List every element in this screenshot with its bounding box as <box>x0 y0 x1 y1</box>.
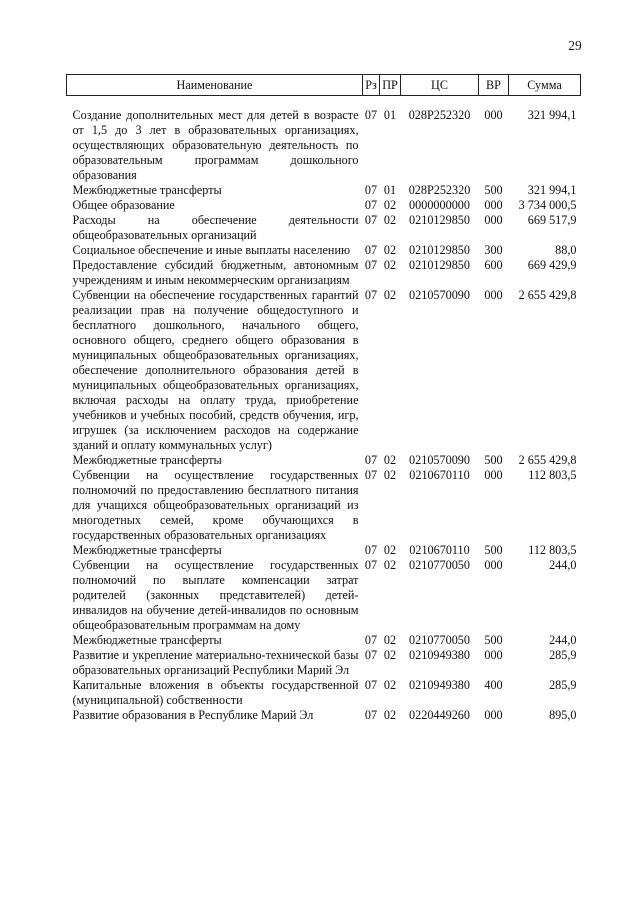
cell-cs: 0210770050 <box>409 633 470 647</box>
cell-sum: 2 655 429,8 <box>518 453 577 467</box>
cell-cs: 0210949380 <box>409 678 470 692</box>
table-row <box>67 213 581 243</box>
header-sum: Сумма <box>509 75 581 96</box>
cell-vr: 000 <box>484 108 503 122</box>
cell-name: Капитальные вложения в объекты государственной (муниципальной) собственности <box>72 678 359 707</box>
cell-name: Общее образование <box>72 198 175 212</box>
cell-rz: 07 <box>364 648 378 662</box>
cell-sum: 895,0 <box>549 708 577 722</box>
cell-pr: 02 <box>383 678 397 692</box>
cell-pr: 02 <box>383 213 397 227</box>
cell-pr: 02 <box>383 198 397 212</box>
cell-vr: 000 <box>484 708 503 722</box>
cell-cs: 0210570090 <box>409 453 470 467</box>
cell-name: Межбюджетные трансферты <box>72 183 222 197</box>
cell-cs: 0210129850 <box>409 243 470 257</box>
cell-cs: 0210770050 <box>409 558 470 572</box>
cell-sum: 112 803,5 <box>528 468 577 482</box>
cell-cs: 0210670110 <box>409 468 470 482</box>
cell-pr: 01 <box>383 108 397 122</box>
cell-rz: 07 <box>364 543 378 557</box>
cell-sum: 112 803,5 <box>528 543 577 557</box>
cell-pr: 02 <box>383 288 397 302</box>
cell-vr: 500 <box>484 453 503 467</box>
cell-cs: 028P252320 <box>408 183 471 197</box>
header-rz: Рз <box>363 75 380 96</box>
cell-pr: 02 <box>383 453 397 467</box>
cell-vr: 000 <box>484 468 503 482</box>
table-row <box>67 648 581 678</box>
cell-cs: 0210129850 <box>409 213 470 227</box>
cell-vr: 600 <box>484 258 503 272</box>
header-pr: ПР <box>380 75 401 96</box>
table-body <box>67 96 581 724</box>
cell-vr: 500 <box>484 633 503 647</box>
cell-rz: 07 <box>364 633 378 647</box>
cell-rz: 07 <box>364 558 378 572</box>
cell-cs: 0000000000 <box>409 198 470 212</box>
header-name: Наименование <box>67 75 363 96</box>
cell-cs: 0220449260 <box>409 708 470 722</box>
cell-sum: 669 517,9 <box>527 213 577 227</box>
table-row <box>67 633 581 648</box>
cell-cs: 0210670110 <box>409 543 470 557</box>
cell-name: Социальное обеспечение и иные выплаты населению <box>72 243 351 257</box>
cell-pr: 02 <box>383 633 397 647</box>
table-row <box>67 543 581 558</box>
cell-name: Субвенции на осуществление государственных полномочий по предоставлению бесплатного питания для учащихся общеобразовательных организаций из многодетных семей, кроме обучающихся в государственных образовательных организациях <box>72 468 359 542</box>
cell-rz: 07 <box>364 198 378 212</box>
cell-cs: 0210949380 <box>409 648 470 662</box>
cell-name: Расходы на обеспечение деятельности общеобразовательных организаций <box>72 213 359 242</box>
cell-sum: 2 655 429,8 <box>518 288 577 302</box>
cell-vr: 500 <box>484 543 503 557</box>
cell-name: Межбюджетные трансферты <box>72 543 222 557</box>
cell-sum: 285,9 <box>549 678 577 692</box>
cell-rz: 07 <box>364 108 378 122</box>
cell-pr: 02 <box>383 648 397 662</box>
cell-name: Развитие образования в Республике Марий Эл <box>72 708 314 722</box>
cell-rz: 07 <box>364 258 378 272</box>
cell-sum: 321 994,1 <box>527 183 577 197</box>
cell-name: Межбюджетные трансферты <box>72 633 222 647</box>
cell-sum: 88,0 <box>555 243 577 257</box>
cell-pr: 02 <box>383 258 397 272</box>
cell-vr: 000 <box>484 198 503 212</box>
cell-name: Субвенции на осуществление государственных полномочий по выплате компенсации затрат родителей (законных представителей) детей-инвалидов на обучение детей-инвалидов по основным общеобразовательным программам на дому <box>72 558 359 632</box>
cell-name: Субвенции на обеспечение государственных гарантий реализации прав на получение общедоступного и бесплатного дошкольного, начального общего, основного общего, среднего общего образования в муниципальных общеобразовательных организациях, обеспечение дополнительного образования детей в муниципальных общеобразовательных организациях, включая расходы на оплату труда, приобретение учебников и учебных пособий, средств обучения, игр, игрушек (за исключением расходов на содержание зданий и оплату коммунальных услуг) <box>72 288 359 452</box>
table-row <box>67 468 581 543</box>
header-cs: ЦС <box>401 75 479 96</box>
cell-vr: 500 <box>484 183 503 197</box>
cell-vr: 000 <box>484 558 503 572</box>
table-row <box>67 198 581 213</box>
cell-sum: 244,0 <box>549 558 577 572</box>
cell-rz: 07 <box>364 708 378 722</box>
cell-rz: 07 <box>364 678 378 692</box>
cell-pr: 02 <box>383 708 397 722</box>
cell-sum: 285,9 <box>549 648 577 662</box>
cell-rz: 07 <box>364 213 378 227</box>
cell-cs: 0210570090 <box>409 288 470 302</box>
cell-sum: 321 994,1 <box>527 108 577 122</box>
table-row <box>67 183 581 198</box>
header-vr: ВР <box>479 75 509 96</box>
table-row <box>67 678 581 708</box>
cell-pr: 02 <box>383 243 397 257</box>
page-number: 29 <box>568 38 582 53</box>
table-row <box>67 558 581 633</box>
cell-pr: 01 <box>383 183 397 197</box>
cell-name: Создание дополнительных мест для детей в возрасте от 1,5 до 3 лет в образовательных организациях, осуществляющих образовательную деятельность по образовательным программам дошкольного образования <box>72 108 359 182</box>
cell-rz: 07 <box>364 243 378 257</box>
table-row <box>67 288 581 453</box>
cell-vr: 000 <box>484 288 503 302</box>
cell-rz: 07 <box>364 288 378 302</box>
cell-cs: 0210129850 <box>409 258 470 272</box>
cell-name: Развитие и укрепление материально-технической базы образовательных организаций Республики Марий Эл <box>72 648 359 677</box>
cell-vr: 300 <box>484 243 503 257</box>
table-row <box>67 96 581 184</box>
cell-vr: 000 <box>484 648 503 662</box>
cell-sum: 669 429,9 <box>527 258 577 272</box>
cell-vr: 000 <box>484 213 503 227</box>
cell-sum: 244,0 <box>549 633 577 647</box>
cell-vr: 400 <box>484 678 503 692</box>
cell-pr: 02 <box>383 558 397 572</box>
table-row <box>67 708 581 723</box>
cell-name: Межбюджетные трансферты <box>72 453 222 467</box>
table-header <box>67 75 581 96</box>
table-row <box>67 243 581 258</box>
table-row <box>67 258 581 288</box>
cell-cs: 028P252320 <box>408 108 471 122</box>
table-row <box>67 453 581 468</box>
cell-pr: 02 <box>383 468 397 482</box>
cell-sum: 3 734 000,5 <box>518 198 577 212</box>
cell-pr: 02 <box>383 543 397 557</box>
cell-rz: 07 <box>364 453 378 467</box>
cell-rz: 07 <box>364 468 378 482</box>
budget-table <box>66 74 581 723</box>
cell-name: Предоставление субсидий бюджетным, автономным учреждениям и иным некоммерческим организациям <box>72 258 359 287</box>
cell-rz: 07 <box>364 183 378 197</box>
